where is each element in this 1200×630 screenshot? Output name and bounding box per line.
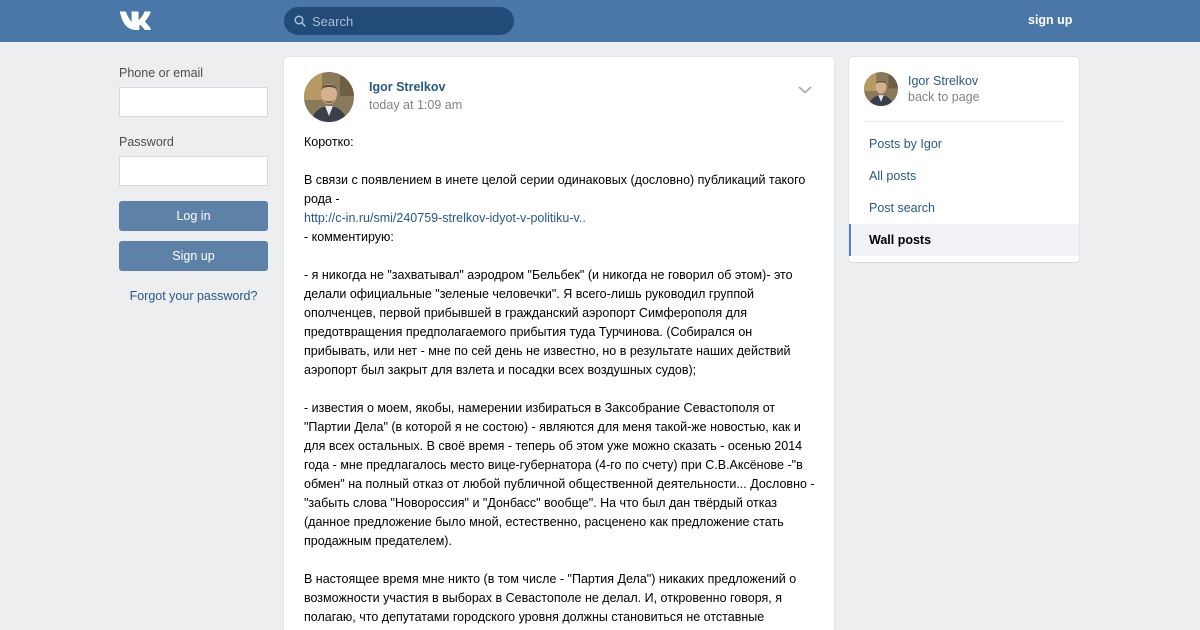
- chevron-down-icon[interactable]: [798, 85, 812, 95]
- post-paragraph: [304, 171, 819, 247]
- post-timestamp[interactable]: today at 1:09 am: [369, 98, 463, 112]
- vk-logo-icon[interactable]: [119, 9, 153, 31]
- signup-button[interactable]: Sign up: [119, 241, 268, 271]
- post-paragraph: Коротко:: [304, 135, 354, 149]
- search-bar[interactable]: [284, 7, 514, 35]
- sidebar-profile-name[interactable]: Igor Strelkov: [908, 74, 979, 88]
- post-paragraph: - известия о моем, якобы, намерении избираться в Заксобрание Севастополя от "Партии Дела" (в которой я не состою) - являются для меня такой-же новостью, как и для всех остальных. В своё время - теперь об этом уже можно сказать - осенью 2014 года - мне предлагалось место вице-губернатора (4-го по счету) при С.В.Аксёнове -"в обмен" на полный отказ от любой публичной общественной деятельности... Дословно - "забыть слова "Новороссия" и "Донбасс" вообще". На что был дан твёрдый отказ (данное предложение было мной, естественно, расценено как предложение стать продажным предателем).: [304, 401, 815, 548]
- post-text: [304, 133, 819, 630]
- back-to-page-link[interactable]: back to page: [908, 90, 980, 104]
- top-header: [0, 0, 1200, 42]
- post-author-link[interactable]: Igor Strelkov: [369, 80, 446, 94]
- avatar-photo-icon: [864, 72, 898, 106]
- header-signup-link[interactable]: sign up: [1028, 13, 1073, 27]
- post-external-link[interactable]: http://c-in.ru/smi/240759-strelkov-idyot-v-politiku-v..: [304, 211, 586, 225]
- post-text-line: - комментирую:: [304, 230, 394, 244]
- post-paragraph: В настоящее время мне никто (в том числе - "Партия Дела") никаких предложений о возможности участия в выборах в Севастополе не делал. И, откровенно говоря, я полагаю, что депутатами городского уровня должны становиться не отставные: [304, 572, 797, 624]
- sidebar-item-all-posts[interactable]: All posts: [869, 169, 917, 183]
- sidebar-nav: [849, 128, 1079, 256]
- post-paragraph: - я никогда не "захватывал" аэродром "Бельбек" (и никогда не говорил об этом)- это делали официальные "зеленые человечки". Я всего-лишь руководил группой ополченцев, первой прибывшей в гражданский аэропорт Симферополя для предотвращения предполагаемого прибытия туда Турчинова. (Собирался он прибывать, или нет - мне по сей день не известно, но в результате наших действий аэропорт был закрыт для взлета и посадки всех воздушных судов);: [304, 268, 793, 377]
- post-text-line: В связи с появлением в инете целой серии одинаковых (дословно) публикаций такого рода -: [304, 173, 806, 206]
- author-avatar[interactable]: [304, 72, 354, 122]
- sidebar-avatar[interactable]: [864, 72, 898, 106]
- search-icon: [294, 15, 306, 27]
- login-panel: [119, 66, 268, 303]
- phone-label: Phone or email: [119, 66, 204, 80]
- avatar-photo-icon: [304, 72, 354, 122]
- password-label: Password: [119, 135, 174, 149]
- sidebar-item-wall-posts[interactable]: Wall posts: [849, 224, 1079, 256]
- wall-post: [284, 57, 834, 630]
- forgot-password-link[interactable]: Forgot your password?: [129, 289, 258, 303]
- login-button[interactable]: Log in: [119, 201, 268, 231]
- sidebar-divider: [864, 121, 1064, 122]
- sidebar-item-posts-by-igor[interactable]: Posts by Igor: [869, 137, 942, 151]
- password-input[interactable]: [119, 156, 268, 186]
- sidebar-item-post-search[interactable]: Post search: [869, 201, 936, 215]
- phone-email-input[interactable]: [119, 87, 268, 117]
- right-sidebar: [849, 57, 1079, 262]
- search-input[interactable]: [312, 7, 508, 35]
